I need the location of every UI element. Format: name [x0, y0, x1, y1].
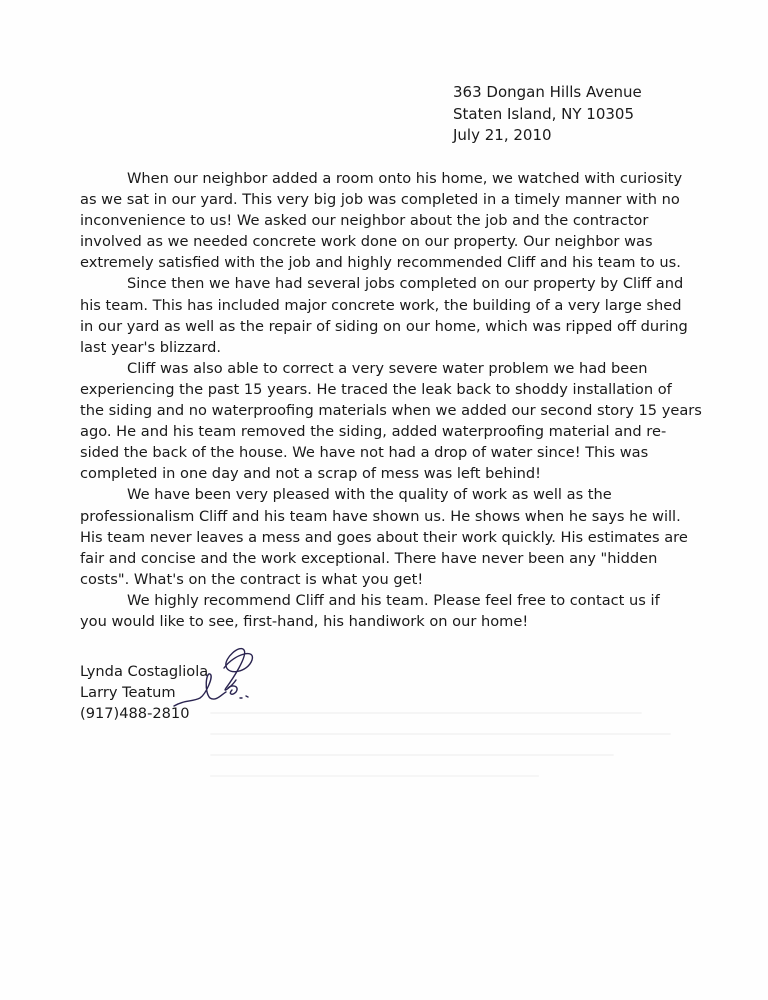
signer-name-1: Lynda Costagliola: [80, 663, 209, 680]
letter-body: [80, 168, 702, 632]
paragraph-1: [80, 168, 683, 273]
paragraph-line: His team never leaves a mess and goes about their work quickly. His estimates are: [80, 528, 688, 546]
paragraph-line: sided the back of the house. We have not had a drop of water since! This was: [80, 444, 649, 462]
paragraph-line: as we sat in our yard. This very big job was completed in a timely manner with no: [80, 191, 680, 209]
paragraph-3: [80, 358, 702, 485]
paragraph-line: fair and concise and the work exceptional. There have never been any "hidden: [80, 549, 658, 567]
paragraph-line: When our neighbor added a room onto his home, we watched with curiosity: [127, 170, 683, 187]
address-street: 363 Dongan Hills Avenue: [453, 83, 642, 101]
address-city: Staten Island, NY 10305: [453, 104, 635, 123]
paragraph-5: [80, 590, 680, 632]
paragraph-line: extremely satisfied with the job and highly recommended Cliff and his team to us.: [80, 254, 681, 272]
paragraph-2: [80, 273, 688, 357]
paragraph-line: Cliff was also able to correct a very severe water problem we had been: [127, 359, 648, 377]
paragraph-4: [80, 484, 688, 589]
paragraph-line: involved as we needed concrete work done on our property. Our neighbor was: [80, 233, 653, 251]
paragraph-line: last year's blizzard.: [80, 338, 222, 356]
paragraph-line: completed in one day and not a scrap of mess was left behind!: [80, 465, 542, 483]
paragraph-line: ago. He and his team removed the siding, added waterproofing material and re-: [80, 423, 667, 441]
letter-date: July 21, 2010: [453, 126, 552, 144]
sender-address: [453, 82, 642, 147]
paragraph-line: We highly recommend Cliff and his team. Please feel free to contact us if: [127, 591, 660, 609]
paragraph-line: costs". What's on the contract is what you get!: [80, 570, 424, 588]
handwritten-signature: [170, 636, 260, 716]
paragraph-line: Since then we have had several jobs completed on our property by Cliff and: [127, 275, 684, 293]
paragraph-line: in our yard as well as the repair of siding on our home, which was ripped off during: [80, 317, 688, 335]
paragraph-line: his team. This has included major concrete work, the building of a very large shed: [80, 296, 682, 314]
paragraph-line: inconvenience to us! We asked our neighbor about the job and the contractor: [80, 212, 649, 230]
paragraph-line: the siding and no waterproofing materials when we added our second story 15 years: [80, 402, 702, 420]
paragraph-line: you would like to see, first-hand, his handiwork on our home!: [80, 612, 529, 630]
paragraph-line: We have been very pleased with the quality of work as well as the: [127, 486, 612, 504]
signer-name-2: Larry Teatum: [80, 684, 176, 702]
paragraph-line: experiencing the past 15 years. He traced the leak back to shoddy installation of: [80, 380, 672, 398]
bleed-through-shadow: [210, 712, 680, 812]
paragraph-line: professionalism Cliff and his team have shown us. He shows when he says he will.: [80, 507, 681, 525]
phone-number: (917)488-2810: [80, 705, 190, 723]
